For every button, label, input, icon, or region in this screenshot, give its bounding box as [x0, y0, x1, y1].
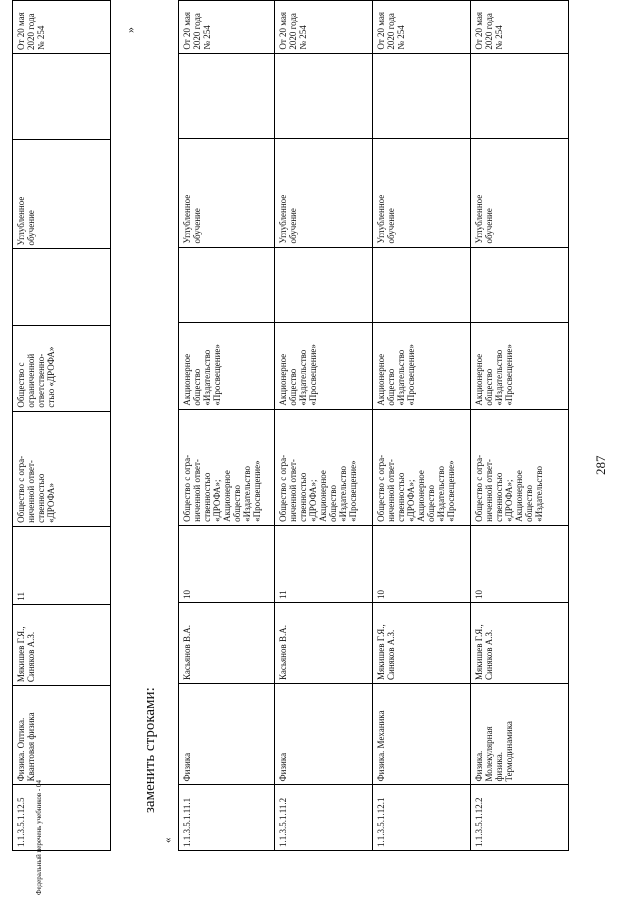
authors-cell: Касьянов В.А.	[275, 603, 373, 684]
authors-cell: Мякишев Г.Я., Синяков А.З.	[373, 603, 471, 684]
order-cell: От 20 мая 2020 года № 254	[275, 1, 373, 54]
subject-cell: Физика	[275, 683, 373, 785]
authors-cell: Мякишев Г.Я., Синяков А.З.	[13, 604, 111, 685]
empty-cell	[275, 247, 373, 323]
publisher-cell: Общество с огра- ниченной ответ- ственностью «ДРОФА»; Акционерное общество «Издательство	[471, 409, 569, 525]
table-row	[179, 1, 275, 851]
replace-caption: заменить строками:	[142, 687, 158, 813]
top-table	[12, 0, 111, 851]
level-cell: Углубленное обучение	[471, 139, 569, 248]
empty-cell	[373, 53, 471, 138]
empty-cell	[471, 53, 569, 138]
opening-quote: «	[162, 837, 174, 843]
empty-cell	[179, 247, 275, 323]
order-cell: От 20 мая 2020 года № 254	[471, 1, 569, 54]
empty-cell	[471, 247, 569, 323]
empty-cell	[373, 247, 471, 323]
order-cell: От 20 мая 2020 года № 254	[373, 1, 471, 54]
table-row	[471, 1, 569, 851]
grade-cell: 10	[471, 525, 569, 602]
new-publisher-cell: Акционерное общество «Издательство «Просвещение»	[179, 323, 275, 409]
empty-cell	[13, 53, 111, 139]
order-cell: От 20 мая 2020 года № 254	[179, 1, 275, 54]
code-cell: 1.1.3.5.1.11.1	[179, 785, 275, 851]
table-row	[373, 1, 471, 851]
empty-cell	[13, 249, 111, 326]
empty-cell	[179, 53, 275, 138]
grade-cell: 10	[373, 525, 471, 602]
page-number: 287	[593, 455, 608, 475]
footer-note: Федеральный перечень учебников - 04	[35, 780, 43, 895]
table-row	[13, 1, 111, 851]
code-cell: 1.1.3.5.1.11.2	[275, 785, 373, 851]
code-cell: 1.1.3.5.1.12.1	[373, 785, 471, 851]
level-cell: Углубленное обучение	[275, 139, 373, 248]
new-publisher-cell: Общество с ограниченной ответственно- стью «ДРОФА»	[13, 326, 111, 411]
code-cell: 1.1.3.5.1.12.2	[471, 785, 569, 851]
new-publisher-cell: Акционерное общество «Издательство «Просвещение»	[471, 323, 569, 409]
new-publisher-cell: Акционерное общество «Издательство «Просвещение»	[373, 323, 471, 409]
closing-quote: »	[123, 27, 137, 33]
replacement-table	[178, 0, 569, 851]
subject-cell: Физика. Механика	[373, 683, 471, 785]
grade-cell: 11	[275, 525, 373, 602]
subject-cell: Физика. Молекулярная физика. Термодинамика	[471, 683, 569, 785]
order-cell: От 20 мая 2020 года № 254	[13, 1, 111, 54]
code-cell: 1.1.3.5.1.12.5	[13, 785, 111, 851]
subject-cell: Физика	[179, 683, 275, 785]
empty-cell	[275, 53, 373, 138]
authors-cell: Касьянов В.А.	[179, 603, 275, 684]
publisher-cell: Общество с огра- ниченной ответ- ственностью «ДРОФА»; Акционерное общество «Издательство «Просвещение»	[275, 409, 373, 525]
subject-cell: Физика. Оптика. Квантовая физика	[13, 686, 111, 785]
publisher-cell: Общество с огра- ниченной ответ- ственностью «ДРОФА»; Акционерное общество «Издательство «Просвещение»	[373, 409, 471, 525]
level-cell: Углубленное обучение	[13, 140, 111, 249]
level-cell: Углубленное обучение	[373, 139, 471, 248]
grade-cell: 10	[179, 525, 275, 602]
new-publisher-cell: Акционерное общество «Издательство «Просвещение»	[275, 323, 373, 409]
grade-cell: 11	[13, 526, 111, 604]
publisher-cell: Общество с огра- ниченной ответ- ственностью «ДРОФА»	[13, 411, 111, 526]
authors-cell: Мякишев Г.Я., Синяков А.З.	[471, 603, 569, 684]
level-cell: Углубленное обучение	[179, 139, 275, 248]
publisher-cell: Общество с огра- ниченной ответ- ственностью «ДРОФА»; Акционерное общество «Издательство «Просвещение»	[179, 409, 275, 525]
table-row	[275, 1, 373, 851]
